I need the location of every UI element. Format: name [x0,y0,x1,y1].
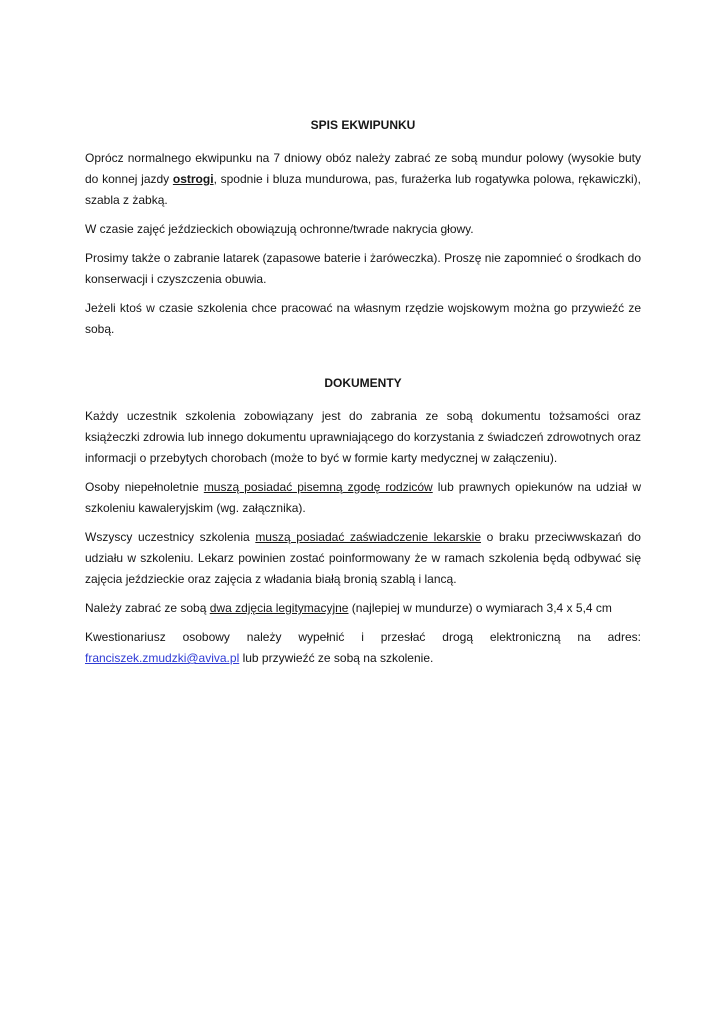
text-run: Oprócz normalnego ekwipunku na 7 dniowy obóz należy zabrać ze sobą mundur polowy (wysokie buty do konnej jazdy [85,151,641,186]
emphasis-parental-consent: muszą posiadać pisemną zgodę rodziców [203,480,433,494]
emphasis-ostrogi: ostrogi [172,172,214,186]
paragraph-documents-2 [85,477,641,519]
paragraph-equipment-4: Jeżeli ktoś w czasie szkolenia chce pracować na własnym rzędzie wojskowym można go przywieźć ze sobą. [85,301,641,336]
emphasis-medical-certificate: muszą posiadać zaświadczenie lekarskie [255,530,482,544]
emphasis-id-photos: dwa zdjęcia legitymacyjne [209,601,349,615]
text-run: lub prawnych opiekunów na udział w szkoleniu kawaleryjskim (wg. załącznika). [85,480,642,515]
text-run: Osoby niepełnoletnie [85,480,204,494]
text-run: lub przywieźć ze sobą na szkolenie. [239,651,434,665]
paragraph-documents-1: Każdy uczestnik szkolenia zobowiązany jest do zabrania ze sobą dokumentu tożsamości oraz książeczki zdrowia lub innego dokumentu uprawniającego do korzystania z świadczeń zdrowotnych oraz informacji o przebytych chorobach (może to być w formie karty medycznej w załączeniu). [85,409,641,465]
email-link[interactable]: franciszek.zmudzki@aviva.pl [85,651,240,665]
paragraph-equipment-3: Prosimy także o zabranie latarek (zapasowe baterie i żaróweczka). Proszę nie zapomnieć o środkach do konserwacji i czyszczenia obuwia. [85,251,641,286]
heading-dokumenty: DOKUMENTY [324,376,402,390]
text-run: Należy zabrać ze sobą [85,601,210,615]
text-run: Kwestionariusz osobowy należy wypełnić i przesłać drogą elektroniczną na adres: [85,630,641,644]
text-run: (najlepiej w mundurze) o wymiarach 3,4 x 5,4 cm [348,601,612,615]
paragraph-documents-4 [85,598,641,619]
paragraph-equipment-2: W czasie zajęć jeździeckich obowiązują ochronne/twrade nakrycia głowy. [85,222,474,236]
text-run: Wszyscy uczestnicy szkolenia [85,530,256,544]
text-run: o braku przeciwwskazań do udziału w szkoleniu. Lekarz powinien zostać poinformowany że w ramach szkolenia będą odbywać się zajęcia jeździeckie oraz zajęcia z władania białą bronią szablą i lancą. [85,530,641,586]
paragraph-equipment-1 [85,148,641,211]
heading-spis-ekwipunku: SPIS EKWIPUNKU [310,118,416,132]
paragraph-documents-3 [85,527,641,590]
text-run: , spodnie i bluza mundurowa, pas, furażerka lub rogatywka polowa, rękawiczki), szabla z żabką. [85,172,641,207]
paragraph-documents-5 [85,627,641,669]
